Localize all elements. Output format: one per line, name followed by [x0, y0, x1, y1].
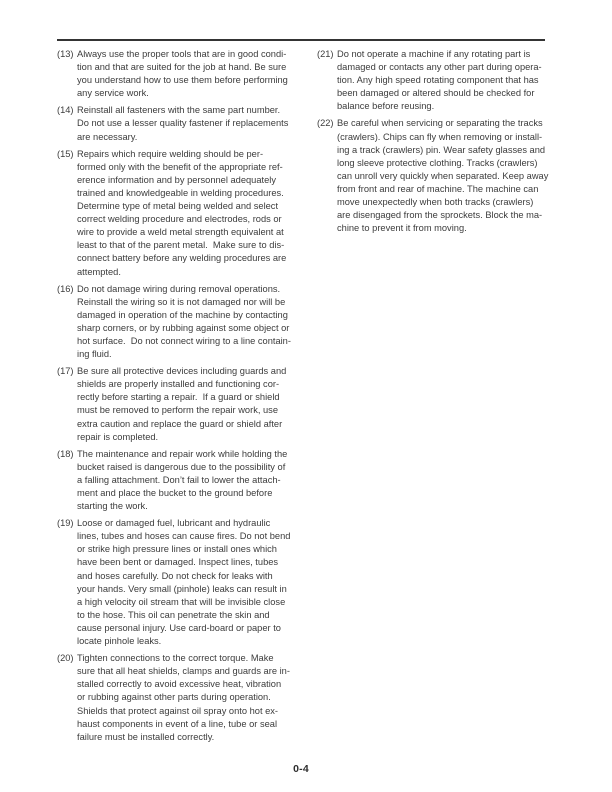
item-line: chine to prevent it from moving. — [337, 223, 467, 234]
item-line: Be sure all protective devices including guards and — [77, 366, 287, 377]
item-line: lines, tubes and hoses can cause fires. Do not bend — [77, 531, 291, 542]
item-line: Tighten connections to the correct torque. Make — [77, 653, 274, 664]
item-line: from front and rear of machine. The machine can — [337, 183, 539, 194]
item-line: least to that of the parent metal. Make sure to dis- — [77, 240, 285, 251]
item-line: The maintenance and repair work while holding the — [77, 448, 288, 459]
list-item — [57, 148, 301, 279]
item-line: been damaged or altered should be checked for — [337, 88, 535, 99]
item-line: can unroll very quickly when separated. Keep away — [337, 170, 549, 181]
item-line: shields are properly installed and functioning cor- — [77, 379, 280, 390]
item-number: (18) — [57, 448, 74, 459]
item-line: wire to provide a weld metal strength equivalent at — [77, 227, 284, 238]
column-right — [317, 48, 549, 744]
item-line: trained and knowledgeable in welding procedures. — [77, 187, 284, 198]
item-line: erence information and by personnel adequately — [77, 174, 276, 185]
item-line: Be careful when servicing or separating the tracks — [337, 118, 543, 129]
item-number: (14) — [57, 105, 74, 116]
item-line: attempted. — [77, 266, 121, 277]
item-line: damaged or contacts any other part during opera- — [337, 62, 542, 73]
item-number: (13) — [57, 49, 74, 59]
list-item — [317, 48, 545, 113]
item-line: and hoses carefully. Do not check for leaks with — [77, 570, 273, 581]
item-line: must be removed to perform the repair work, use — [77, 405, 278, 416]
page-footer — [57, 759, 545, 777]
header-rule — [57, 39, 545, 41]
item-line: failure must be installed correctly. — [77, 731, 215, 742]
item-line: hot surface. Do not connect wiring to a line contain- — [77, 335, 291, 346]
item-line: formed only with the benefit of the appropriate ref- — [77, 161, 283, 172]
item-line: tion and that are suited for the job at hand. Be sure — [77, 62, 287, 73]
item-number: (17) — [57, 366, 74, 377]
item-line: repair is completed. — [77, 431, 159, 442]
item-line: or strike high pressure lines or install ones which — [77, 544, 277, 555]
list-item — [57, 48, 301, 100]
item-line: ment and place the bucket to the ground before — [77, 488, 273, 498]
list-item — [317, 117, 549, 235]
two-column-text — [57, 48, 549, 744]
item-line: Determine type of metal being welded and select — [77, 201, 279, 212]
item-line: Loose or damaged fuel, lubricant and hydraulic — [77, 518, 271, 529]
item-line: (crawlers). Chips can fly when removing or install- — [337, 131, 543, 142]
item-line: locate pinhole leaks. — [77, 636, 162, 647]
item-line: ing a track (crawlers) pin. Wear safety glasses and — [337, 144, 546, 155]
column-left — [57, 48, 301, 744]
item-line: sharp corners, or by rubbing against some object or — [77, 322, 290, 333]
page-content — [57, 39, 549, 744]
item-line: long sleeve protective clothing. Tracks (crawlers) — [337, 157, 538, 168]
item-number: (21) — [317, 49, 334, 59]
list-item — [57, 365, 301, 444]
item-line: Always use the proper tools that are in good condi- — [77, 49, 287, 59]
list-item — [57, 448, 301, 513]
item-line: Do not damage wiring during removal operations. — [77, 283, 281, 294]
item-line: Repairs which require welding should be per- — [77, 148, 264, 159]
item-line: are necessary. — [77, 131, 138, 142]
list-item — [57, 104, 301, 143]
item-line: or rubbing against other parts during operation. — [77, 692, 271, 703]
item-number: (16) — [57, 283, 74, 294]
item-line: you understand how to use them before performing — [77, 75, 288, 86]
item-line: to the hose. This oil can penetrate the skin and — [77, 609, 270, 620]
item-line: tion. Any high speed rotating component that has — [337, 75, 539, 86]
item-line: cause personal injury. Use card-board or paper to — [77, 622, 281, 633]
item-line: any service work. — [77, 88, 149, 99]
item-number: (20) — [57, 653, 74, 664]
item-line: a falling attachment. Don’t fail to lower the attach- — [77, 474, 281, 485]
item-line: rectly before starting a repair. If a guard or shield — [77, 392, 280, 403]
item-number: (19) — [57, 518, 74, 529]
list-item — [57, 652, 301, 744]
item-line: stalled correctly to avoid excessive heat, vibration — [77, 679, 282, 690]
item-number: (15) — [57, 148, 74, 159]
item-line: connect battery before any welding procedures are — [77, 253, 287, 264]
item-line: sure that all heat shields, clamps and guards are in- — [77, 666, 290, 677]
item-line: bucket raised is dangerous due to the possibility of — [77, 461, 286, 472]
item-line: starting the work. — [77, 501, 148, 512]
item-line: haust components in event of a line, tube or seal — [77, 718, 278, 729]
item-line: Reinstall the wiring so it is not damaged nor will be — [77, 296, 286, 307]
item-line: Shields that protect against oil spray onto hot ex- — [77, 705, 279, 716]
item-line: extra caution and replace the guard or shield after — [77, 418, 283, 429]
item-line: Reinstall all fasteners with the same part number. — [77, 105, 281, 116]
item-line: correct welding procedure and electrodes, rods or — [77, 214, 282, 225]
item-line: your hands. Very small (pinhole) leaks can result in — [77, 583, 287, 594]
item-line: have been bent or damaged. Inspect lines, tubes — [77, 557, 279, 568]
item-line: a high velocity oil stream that will be invisible close — [77, 596, 286, 607]
item-line: are disengaged from the sprockets. Block the ma- — [337, 210, 543, 221]
item-line: ing fluid. — [77, 349, 112, 360]
item-line: Do not operate a machine if any rotating part is — [337, 49, 531, 59]
item-line: balance before reusing. — [337, 101, 435, 112]
list-item — [57, 517, 301, 648]
item-line: Do not use a lesser quality fastener if replacements — [77, 118, 289, 129]
list-item — [57, 283, 301, 362]
footer-page-number: 0-4 — [293, 763, 309, 775]
item-line: damaged in operation of the machine by contacting — [77, 309, 288, 320]
item-line: move unexpectedly when both tracks (crawlers) — [337, 197, 534, 208]
item-number: (22) — [317, 118, 334, 129]
